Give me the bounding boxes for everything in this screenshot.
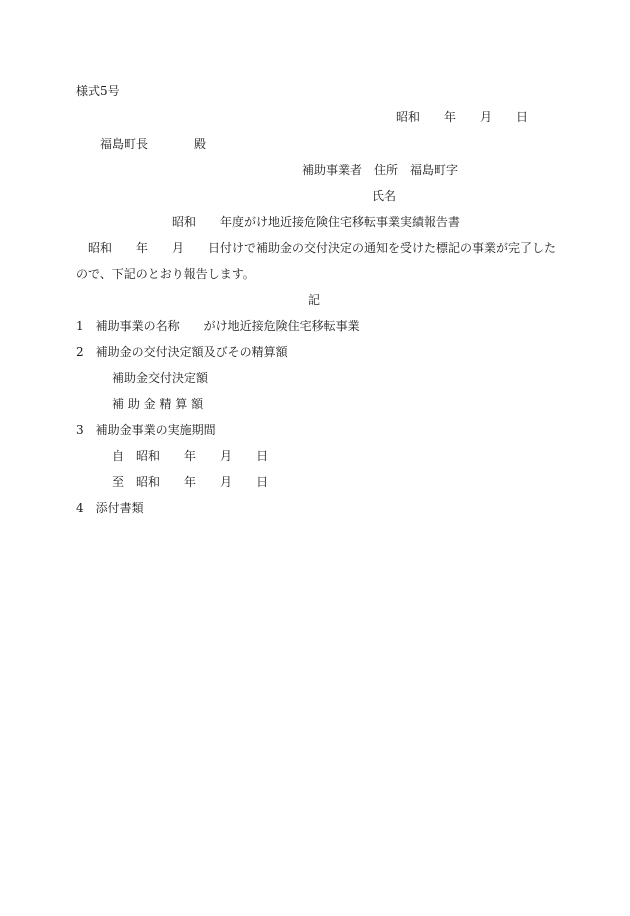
- period-to-month: 月: [220, 475, 233, 489]
- period-from-prefix: 自: [112, 449, 125, 463]
- date-day: 日: [516, 110, 529, 124]
- item-1-value: がけ地近接危険住宅移転事業: [203, 319, 360, 333]
- address-value: 福島町字: [410, 163, 459, 177]
- item-1-number: 1: [76, 319, 84, 333]
- body-month: 月: [172, 241, 185, 255]
- ki-heading: 記: [308, 293, 321, 307]
- period-to: [112, 475, 268, 489]
- period-from-month: 月: [220, 449, 233, 463]
- item-3: [76, 423, 216, 437]
- period-from-year: 年: [184, 449, 197, 463]
- period-from: [112, 449, 268, 463]
- period-to-prefix: 至: [112, 475, 125, 489]
- body-era: 昭和: [88, 241, 113, 255]
- form-number: 様式5号: [76, 84, 120, 98]
- date-year: 年: [444, 110, 457, 124]
- item-4-number: 4: [76, 501, 84, 515]
- item-2-sub-settled: 補 助 金 精 算 額: [112, 397, 204, 411]
- applicant-label: 補助事業者: [302, 163, 363, 177]
- date-era: 昭和: [396, 110, 421, 124]
- date-month: 月: [480, 110, 493, 124]
- addressee-honorific: 殿: [194, 137, 207, 151]
- applicant-name-label: 氏名: [372, 189, 397, 203]
- title-rest: 年度がけ地近接危険住宅移転事業実績報告書: [220, 215, 461, 229]
- addressee-name: 福島町長: [100, 137, 149, 151]
- title-era: 昭和: [172, 215, 197, 229]
- item-2-sub-decided: 補助金交付決定額: [112, 371, 209, 385]
- period-to-year: 年: [184, 475, 197, 489]
- date-line: [396, 110, 528, 124]
- body-year: 年: [136, 241, 149, 255]
- addressee: [100, 137, 206, 151]
- period-from-day: 日: [256, 449, 269, 463]
- item-2-label: 補助金の交付決定額及びその精算額: [95, 345, 288, 359]
- item-4-label: 添付書類: [95, 501, 144, 515]
- item-4: [76, 501, 144, 515]
- document-title: [172, 215, 460, 229]
- address-label: 住所: [374, 163, 399, 177]
- period-to-era: 昭和: [136, 475, 161, 489]
- period-to-day: 日: [256, 475, 269, 489]
- body-line-1: [88, 241, 556, 255]
- body-line-2: ので、下記のとおり報告します。: [76, 267, 255, 281]
- item-3-number: 3: [76, 423, 84, 437]
- period-from-era: 昭和: [136, 449, 161, 463]
- item-3-label: 補助金事業の実施期間: [95, 423, 216, 437]
- applicant-address-line: [302, 163, 458, 177]
- item-2-number: 2: [76, 345, 84, 359]
- item-1-label: 補助事業の名称: [95, 319, 180, 333]
- item-1: [76, 319, 360, 333]
- item-2: [76, 345, 288, 359]
- body-line1-rest: 日付けで補助金の交付決定の通知を受けた標記の事業が完了した: [208, 241, 557, 255]
